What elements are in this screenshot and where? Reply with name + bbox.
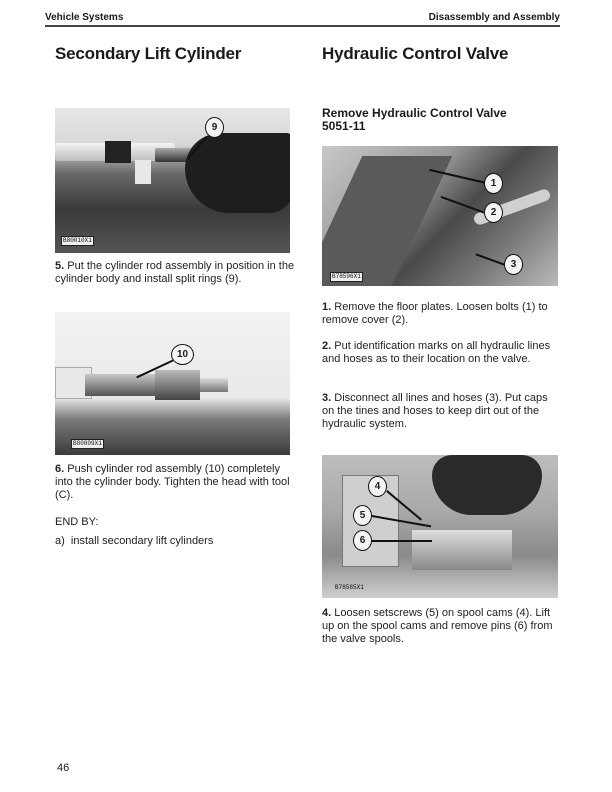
figure-label: B78585X1: [335, 584, 364, 591]
end-by-heading: END BY:: [55, 516, 99, 528]
figure-label: B80010X1: [63, 237, 92, 244]
callout-5: 5: [353, 505, 372, 526]
step-5: [55, 260, 295, 286]
end-by-item: a) install secondary lift cylinders: [55, 535, 214, 547]
figure-cylinder-rod-split-rings: [55, 108, 290, 253]
step-4: [322, 607, 562, 646]
callout-6: 6: [353, 530, 372, 551]
head-shape: [155, 370, 200, 400]
step-text: Loosen setscrews (5) on spool cams (4). Lift up on the spool cams and remove pins (6) from the valve spools.: [322, 607, 553, 645]
rod-end-shape: [200, 378, 228, 392]
header-right: Disassembly and Assembly: [428, 12, 560, 23]
step-text: Push cylinder rod assembly (10) completely into the cylinder body. Tighten the head with tool (C).: [55, 463, 290, 501]
rod-shape: [85, 374, 155, 396]
callout-4: 4: [368, 476, 387, 497]
figure-floor-cover-bolts: [322, 146, 558, 286]
step-6: [55, 463, 295, 502]
section-title-secondary-lift-cylinder: Secondary Lift Cylinder: [55, 44, 242, 63]
step-number: 5.: [55, 260, 65, 272]
procedure-title-line1: Remove Hydraulic Control Valve: [322, 106, 507, 120]
valve-block-shape: [412, 530, 512, 570]
figure-label: B78596X1: [332, 273, 361, 280]
step-number: 1.: [322, 301, 332, 313]
step-text: Put the cylinder rod assembly in position in the cylinder body and install split rings (9).: [55, 260, 295, 285]
header-rule: [45, 25, 560, 27]
step-text: Remove the floor plates. Loosen bolts (1) to remove cover (2).: [322, 301, 548, 326]
callout-9: 9: [205, 117, 224, 138]
step-number: 2.: [322, 340, 332, 352]
cylinder-band-shape: [105, 141, 131, 163]
step-2: [322, 340, 562, 366]
step-number: 3.: [322, 392, 332, 404]
hand-shape: [432, 455, 542, 515]
callout-3: 3: [504, 254, 523, 275]
page-number: 46: [57, 762, 70, 774]
callout-10: 10: [171, 344, 194, 365]
step-3: [322, 392, 562, 431]
step-number: 4.: [322, 607, 332, 619]
procedure-code: 5051-11: [322, 119, 366, 133]
leader-line: [372, 540, 432, 542]
callout-1: 1: [484, 173, 503, 194]
step-text: Put identification marks on all hydraulic lines and hoses as to their location on the valve.: [322, 340, 551, 365]
section-title-hydraulic-control-valve: Hydraulic Control Valve: [322, 44, 509, 63]
step-number: 6.: [55, 463, 65, 475]
step-1: [322, 301, 562, 327]
figure-spool-cams: [322, 455, 558, 598]
callout-2: 2: [484, 202, 503, 223]
header-left: Vehicle Systems: [45, 12, 124, 23]
figure-label: B80009X1: [73, 440, 102, 447]
cylinder-port-shape: [135, 160, 151, 184]
procedure-title: [322, 107, 507, 133]
figure-cylinder-rod-assembly: [55, 312, 290, 455]
leader-line: [441, 196, 485, 213]
step-text: Disconnect all lines and hoses (3). Put caps on the tines and hoses to keep dirt out of the hydraulic system.: [322, 392, 548, 430]
leader-line: [476, 254, 505, 266]
cover-plate-shape: [322, 156, 452, 286]
